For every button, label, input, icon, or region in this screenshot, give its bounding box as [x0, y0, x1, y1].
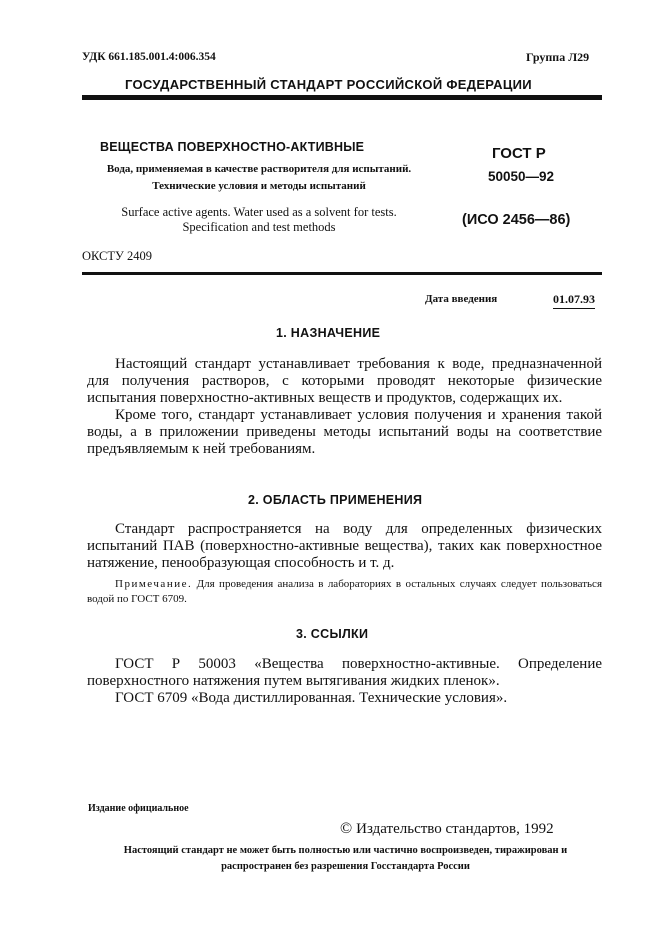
- paragraph: ГОСТ 6709 «Вода дистиллированная. Технические условия».: [115, 690, 508, 706]
- section-body-scope: [87, 521, 602, 572]
- header-divider: [82, 95, 602, 100]
- subtitle-english: Surface active agents. Water used as a solvent for tests. Specification and test methods: [121, 205, 397, 234]
- official-edition-label: Издание официальное: [88, 803, 189, 814]
- copyright-text: Издательство стандартов, 1992: [356, 821, 554, 837]
- section-body-references: [87, 656, 602, 707]
- state-standard-title: ГОСУДАРСТВЕННЫЙ СТАНДАРТ РОССИЙСКОЙ ФЕДЕРАЦИИ: [125, 77, 532, 92]
- paragraph: Кроме того, стандарт устанавливает условия получения и хранения такой воды, а в приложении приведены методы испытаний воды на соответствие предъявляемым к ней требованиям.: [87, 407, 602, 457]
- intro-date-value: 01.07.93: [553, 292, 595, 309]
- note-text: Для проведения анализа в лабораториях в остальных случаях следует пользоваться водой по ГОСТ 6709.: [87, 578, 602, 605]
- scope-note: [87, 577, 602, 607]
- reproduction-notice: Настоящий стандарт не может быть полностью или частично воспроизведен, тиражирован и распространен без разрешения Госстандарта России: [123, 845, 568, 872]
- paragraph: ГОСТ Р 50003 «Вещества поверхностно-активные. Определение поверхностного натяжения путем вытягивания жидких пленок».: [87, 656, 602, 689]
- section-body-purpose: [87, 356, 602, 458]
- okstu-code: ОКСТУ 2409: [82, 249, 153, 263]
- gost-label: ГОСТ Р: [492, 145, 546, 162]
- subtitle-russian: Вода, применяемая в качестве растворителя для испытаний. Технические условия и методы испытаний: [106, 163, 412, 192]
- note-label: Примечание.: [115, 578, 193, 590]
- paragraph: Стандарт распространяется на воду для определенных физических испытаний ПАВ (поверхностно-активные вещества), таких как поверхностное натяжение, пенообразующая способность и т. д.: [87, 521, 602, 571]
- gost-number: 50050—92: [488, 169, 555, 184]
- section-heading-purpose: 1. НАЗНАЧЕНИЕ: [276, 326, 381, 340]
- document-title: ВЕЩЕСТВА ПОВЕРХНОСТНО-АКТИВНЫЕ: [100, 140, 365, 154]
- title-divider: [82, 272, 602, 275]
- group-code: Группа Л29: [526, 50, 590, 64]
- section-heading-scope: 2. ОБЛАСТЬ ПРИМЕНЕНИЯ: [248, 493, 423, 507]
- copyright-icon: ©: [340, 820, 353, 837]
- paragraph: Настоящий стандарт устанавливает требования к воде, предназначенной для получения растворов, с которыми проводят некоторые физические испытания поверхностно-активных веществ и продуктов, содержащих их.: [87, 356, 602, 406]
- iso-reference: (ИСО 2456—86): [462, 212, 571, 228]
- udk-code: УДК 661.185.001.4:006.354: [82, 51, 216, 63]
- section-heading-references: 3. ССЫЛКИ: [296, 627, 369, 641]
- copyright-line: [340, 820, 554, 838]
- intro-date-label: Дата введения: [425, 293, 498, 305]
